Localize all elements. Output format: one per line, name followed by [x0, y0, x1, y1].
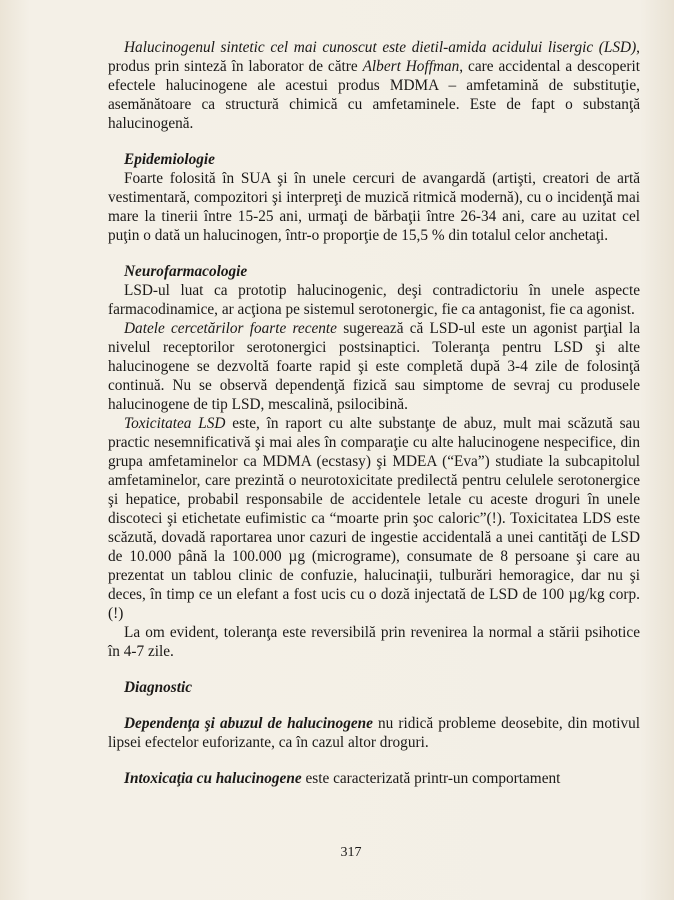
diagnosis-paragraph-2 — [108, 769, 640, 788]
intro-part1: , produs prin sinteză în laborator de către — [108, 39, 640, 75]
diagnosis-p2-lead: Intoxicaţia cu halucinogene — [124, 770, 302, 787]
intro-lead: Halucinogenul sintetic cel mai cunoscut este dietil-amida acidului lisergic (LSD) — [124, 39, 637, 56]
neuropharmacology-paragraph-2 — [108, 319, 640, 414]
neuropharmacology-paragraph-4: La om evident, toleranţa este reversibilă prin revenirea la normal a stării psihotice în 4-7 zile. — [108, 624, 640, 660]
epidemiology-paragraph: Foarte folosită în SUA şi în unele cercuri de avangardă (artişti, creatori de artă vestimentară, compozitori şi interpreţi de muzică ritmică modernă), cu o incidenţă mai mare la tinerii între 15-25 ani, urmaţi de bărbaţii între 26-34 ani, care au uzitat cel puţin o dată un halucinogen, într-o proporţie de 15,5 % din totalul celor anchetaţi. — [108, 170, 640, 244]
intro-paragraph — [108, 38, 640, 133]
intro-author: Albert Hoffman — [362, 58, 460, 75]
diagnosis-p1-lead: Dependenţa şi abuzul de halucinogene — [124, 715, 373, 732]
page-number: 317 — [340, 845, 362, 860]
neuropharmacology-paragraph-1: LSD-ul luat ca prototip halucinogenic, deşi contradictoriu în unele aspecte farmacodinamice, ar acţiona pe sistemul serotonergic, fie ca antagonist, fie ca agonist. — [108, 282, 640, 318]
neuropharmacology-p3-lead: Toxicitatea LSD — [124, 415, 226, 432]
diagnosis-p1-rest: nu ridică probleme deosebite, din motivul lipsei efectelor euforizante, ca în cazul altor droguri. — [108, 715, 641, 751]
neuropharmacology-paragraph-3 — [108, 414, 640, 623]
neuropharmacology-p2-lead: Datele cercetărilor foarte recente — [124, 320, 337, 337]
neuropharmacology-p2-rest: sugerează că LSD-ul este un agonist parţial la nivelul receptorilor serotonergici postsinaptici. Toleranţa pentru LSD şi alte halucinogene se dezvoltă foarte rapid şi este completă după 3-4 zile de folosinţă continuă. Nu se observă dependenţă fizică sau simptome de sevraj cu produsele halucinogene de tip LSD, mescalină, psilocibină. — [108, 320, 640, 413]
epidemiology-heading: Epidemiologie — [124, 151, 215, 168]
neuropharmacology-heading: Neurofarmacologie — [124, 263, 248, 280]
page-body — [108, 38, 640, 788]
diagnosis-p2-rest: este caracterizată printr-un comportament — [301, 770, 561, 787]
neuropharmacology-p3-rest: este, în raport cu alte substanţe de abuz, mult mai scăzută sau practic nesemnificativă şi mai ales în comparaţie cu alte halucinogene nespecifice, din grupa amfetaminelor ca MDMA (ecstasy) şi MDEA (“Eva”) studiate la subcapitolul amfetaminelor, care prezintă o neurotoxicitate predilectă pentru celulele serotonergice şi hepatice, probabil responsabile de accidentele letale cu aceste droguri în unele discoteci şi etichetate eufimistic ca “moarte prin şoc caloric”(!). Toxicitatea LDS este scăzută, dovadă raportarea unor cazuri de ingestie accidentală a unei cantităţi de LSD de 10.000 până la 100.000 µg (micrograme), consumate de 8 persoane şi care au prezentat un tablou clinic de confuzie, halucinaţii, tulburări hemoragice, dar nu şi deces, în timp ce un elefant a fost ucis cu o doză injectată de LSD de 100 µg/kg corp.(!) — [108, 415, 640, 622]
diagnosis-paragraph-1 — [108, 714, 640, 752]
diagnosis-heading: Diagnostic — [124, 679, 192, 696]
intro-part2: , care accidental a descoperit efectele halucinogene ale acestui produs MDMA – amfetamină de substituţie, asemănătoare ca structură chimică cu amfetaminele. Este de fapt o substanţă halucinogenă. — [108, 58, 640, 132]
